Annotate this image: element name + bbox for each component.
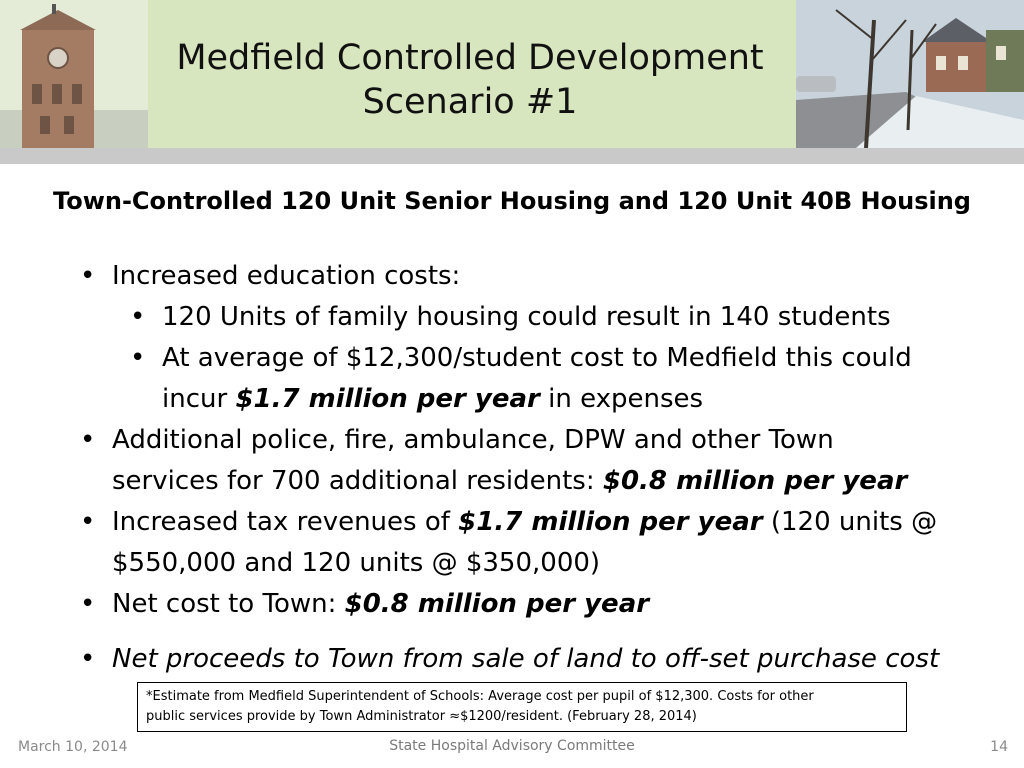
bullet-emphasis: $1.7 million per year	[458, 507, 763, 537]
bullet-text-italic: Net proceeds to Town from sale of land to off-set purchase cost	[112, 644, 940, 674]
bullet-text: in expenses	[539, 384, 704, 414]
bullet-dot-icon: •	[130, 343, 146, 373]
bullet-dot-icon: •	[80, 644, 96, 674]
bullet-text: (120 units @	[762, 507, 938, 537]
bullet-net-proceeds	[78, 639, 998, 680]
bullet-dot-icon: •	[80, 507, 96, 537]
bullet-text: Net cost to Town:	[112, 589, 345, 619]
slide-title	[140, 36, 800, 124]
church-tower-photo	[0, 0, 148, 148]
sub-bullet-student-cost	[78, 338, 998, 420]
bullet-town-services	[78, 420, 998, 502]
bullet-net-cost	[78, 584, 998, 625]
bullet-dot-icon: •	[80, 261, 96, 291]
bullet-text: 120 Units of family housing could result in 140 students	[162, 302, 891, 332]
housing-street-photo	[796, 0, 1024, 148]
bullet-text: Increased education costs:	[112, 261, 461, 291]
church-tower-illustration	[0, 0, 148, 148]
footnote-line-1: *Estimate from Medfield Superintendent of Schools: Average cost per pupil of $12,300. Costs for other	[146, 689, 814, 704]
bullet-dot-icon: •	[80, 589, 96, 619]
bullet-emphasis: $0.8 million per year	[344, 589, 650, 619]
footnote-box	[137, 682, 907, 732]
bullet-text-line2: $550,000 and 120 units @ $350,000)	[112, 548, 601, 578]
header-divider-band	[0, 148, 1024, 164]
sub-bullet-students	[78, 297, 998, 338]
footer-committee: State Hospital Advisory Committee	[389, 738, 635, 754]
bullet-emphasis: $0.8 million per year	[602, 466, 908, 496]
bullet-tax-revenues	[78, 502, 998, 584]
bullet-education-costs	[78, 256, 998, 297]
slide-subtitle: Town-Controlled 120 Unit Senior Housing and 120 Unit 40B Housing	[53, 187, 971, 215]
bullet-text-line1: At average of $12,300/student cost to Medfield this could	[162, 343, 912, 373]
footer-date: March 10, 2014	[18, 739, 128, 755]
footnote-line-2: public services provide by Town Administrator ≈$1200/resident. (February 28, 2014)	[146, 709, 697, 724]
bullet-dot-icon: •	[130, 302, 146, 332]
bullet-text-line1: Additional police, fire, ambulance, DPW and other Town	[112, 425, 834, 455]
bullet-text: services for 700 additional residents:	[112, 466, 603, 496]
bullet-list	[78, 256, 998, 680]
bullet-dot-icon: •	[80, 425, 96, 455]
bullet-emphasis: $1.7 million per year	[235, 384, 540, 414]
bullet-text: Increased tax revenues of	[112, 507, 459, 537]
bullet-text: incur	[162, 384, 236, 414]
title-line-1: Medfield Controlled Development	[176, 38, 764, 78]
street-illustration	[796, 0, 1024, 148]
title-line-2: Scenario #1	[362, 82, 578, 122]
footer-page-number: 14	[990, 739, 1008, 755]
